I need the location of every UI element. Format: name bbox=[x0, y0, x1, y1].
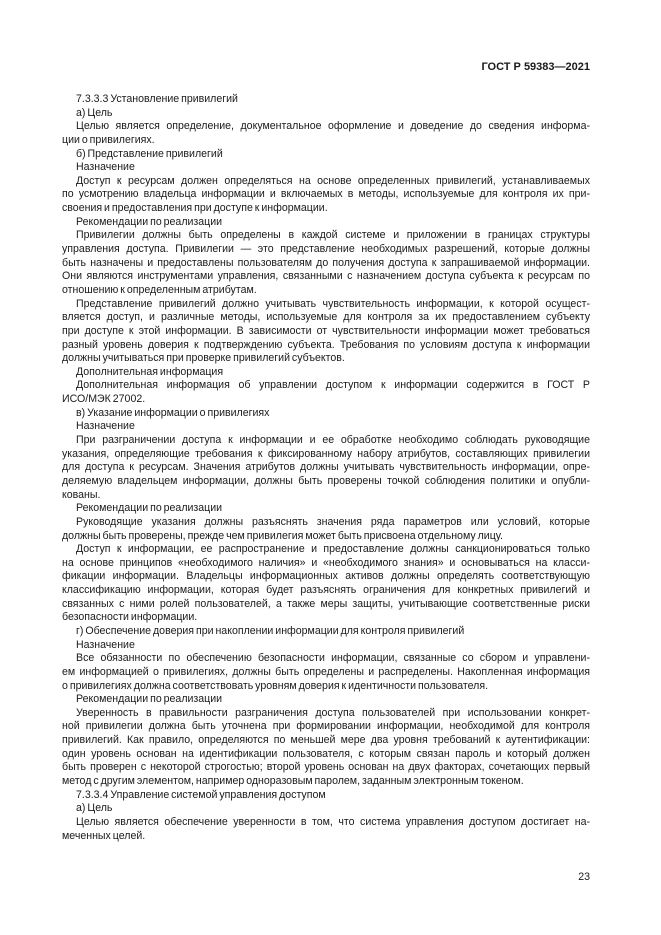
paragraph bbox=[62, 543, 590, 625]
text-line: фикации информации. Владельцы информационных активов должны определять соответствующую bbox=[62, 570, 590, 583]
text-line: деляемую владельцем информации, должны быть проверены точкой соблюдения политики и опубли- bbox=[62, 474, 590, 487]
text-line: Рекомендации по реализации bbox=[76, 693, 223, 706]
paragraph bbox=[62, 216, 590, 230]
paragraph bbox=[62, 802, 590, 816]
text-line: ИСО/МЭК 27002. bbox=[62, 393, 146, 406]
text-line: связанных с ними ролей пользователей, а также меры защиты, учитывающие соответственные риски bbox=[62, 597, 590, 610]
text-line: Целью является определение, документальное оформление и доведение до сведения информа- bbox=[76, 120, 590, 133]
text-line: 7.3.3.3 Установление привилегий bbox=[76, 93, 238, 105]
text-line: ной привилегии должна быть уточнена при формировании информации, необходимой для контроля bbox=[62, 720, 590, 733]
paragraph bbox=[62, 407, 590, 421]
text-line: быть проверен с некоторой строгостью; второй уровень основан на двух факторах, сочетающих первый bbox=[62, 761, 590, 774]
paragraph bbox=[62, 366, 590, 380]
text-line: по усмотрению владельца информации и включаемых в методы, используемые для контроля их при- bbox=[62, 188, 590, 201]
text-line: При разграничении доступа к информации и ее обработке необходимо соблюдать руководящие bbox=[76, 434, 590, 447]
text-line: Доступ к информации, ее распространение и предоставление должны санкционироваться только bbox=[76, 543, 590, 556]
paragraph bbox=[62, 161, 590, 175]
text-line: для доступа к ресурсам. Значения атрибутов должны учитывать чувствительность информации, опре- bbox=[62, 461, 590, 474]
text-line: управления доступа. Привилегии — это представление необходимых разрешений, которые должны bbox=[62, 243, 590, 256]
text-line: Дополнительная информация bbox=[76, 365, 224, 378]
text-line: Назначение bbox=[76, 638, 135, 651]
text-line: должны учитываться при проверке привилегий субъектов. bbox=[62, 352, 345, 365]
text-line: своения и предоставления при доступе к информации. bbox=[62, 202, 328, 215]
text-line: вляется доступ, и различные методы, используемые для контроля за их предоставлением субъекту bbox=[62, 311, 590, 324]
text-line: привилегий. Как правило, определяются по меньшей мере два уровня требований к аутентификации: bbox=[62, 734, 590, 747]
page-number: 23 bbox=[578, 871, 590, 883]
text-line: а) Цель bbox=[76, 106, 113, 119]
text-line: должны быть проверены, прежде чем привилегия может быть присвоена отдельному лицу. bbox=[62, 529, 503, 542]
text-line: при доступе к этой информации. В зависимости от чувствительности информации может требоваться bbox=[62, 324, 590, 337]
text-line: метод с другим элементом, например одноразовым паролем, заданным электронным токеном. bbox=[62, 775, 524, 788]
text-line: ем информацией о привилегиях, должны быть определены и распределены. Накопленная информация bbox=[62, 665, 590, 678]
text-line: Руководящие указания должны разъяснять значения ряда параметров или условий, которые bbox=[76, 515, 590, 528]
paragraph bbox=[62, 175, 590, 216]
paragraph bbox=[62, 93, 590, 107]
text-line: а) Цель bbox=[76, 802, 113, 815]
paragraph bbox=[62, 652, 590, 693]
text-line: Они являются инструментами управления, связанными с назначением доступа субъекта к ресурсам по bbox=[62, 270, 590, 283]
paragraph bbox=[62, 434, 590, 502]
text-line: Дополнительная информация об управлении доступом к информации содержится в ГОСТ Р bbox=[76, 379, 590, 392]
text-line: о привилегиях должна соответствовать уровням доверия к идентичности пользователя. bbox=[62, 679, 489, 692]
text-line: Целью является обеспечение уверенности в том, что система управления доступом достигает на- bbox=[76, 815, 590, 828]
text-line: ции о привилегиях. bbox=[62, 133, 155, 146]
paragraph bbox=[62, 502, 590, 516]
text-line: Привилегии должны быть определены в каждой системе и приложении в границах структуры bbox=[76, 229, 590, 242]
paragraph bbox=[62, 148, 590, 162]
text-line: один уровень основан на идентификации пользователя, с которым связан пароль и который должен bbox=[62, 747, 590, 760]
paragraph bbox=[62, 789, 590, 803]
paragraph bbox=[62, 639, 590, 653]
text-line: Рекомендации по реализации bbox=[76, 502, 223, 515]
text-line: Доступ к ресурсам должен определяться на основе определенных привилегий, устанавливаемых bbox=[76, 174, 590, 187]
text-line: Назначение bbox=[76, 161, 135, 174]
text-line: б) Представление привилегий bbox=[76, 147, 223, 160]
paragraph bbox=[62, 707, 590, 789]
text-line: г) Обеспечение доверия при накоплении информации для контроля привилегий bbox=[76, 624, 465, 637]
paragraph bbox=[62, 379, 590, 406]
paragraph bbox=[62, 229, 590, 297]
text-line: Рекомендации по реализации bbox=[76, 215, 223, 228]
paragraph bbox=[62, 816, 590, 843]
text-line: 7.3.3.4 Управление системой управления доступом bbox=[76, 788, 326, 801]
paragraph bbox=[62, 693, 590, 707]
document-standard-title: ГОСТ Р 59383—2021 bbox=[481, 61, 590, 73]
text-line: классификацию информации, которая будет разъяснять ограничения для конкретных привилегий и bbox=[62, 584, 590, 597]
text-line: Представление привилегий должно учитывать чувствительность информации, к которой осущест- bbox=[76, 297, 590, 310]
paragraph bbox=[62, 107, 590, 121]
text-line: Назначение bbox=[76, 420, 135, 433]
paragraph bbox=[62, 120, 590, 147]
text-line: Уверенность в правильности разграничения доступа пользователей при использовании конкрет- bbox=[76, 706, 590, 719]
text-line: в) Указание информации о привилегиях bbox=[76, 406, 270, 419]
text-line: отношению к определенным атрибутам. bbox=[62, 283, 257, 296]
text-line: Все обязанности по обеспечению безопасности информации, связанные со сбором и управлени- bbox=[76, 652, 590, 665]
paragraph bbox=[62, 420, 590, 434]
text-line: меченных целей. bbox=[62, 829, 146, 842]
text-line: безопасности информации. bbox=[62, 611, 198, 624]
paragraph bbox=[62, 625, 590, 639]
text-line: кованы. bbox=[62, 488, 101, 501]
text-line: указания, определяющие требования к фиксированному набору атрибутов, составляющих привилегии bbox=[62, 447, 590, 460]
paragraph bbox=[62, 516, 590, 543]
document-body bbox=[62, 93, 590, 843]
text-line: разный уровень доверия к подтверждению субъекта. Требования по условиям доступа к информации bbox=[62, 338, 590, 351]
text-line: на основе принципов «необходимого наличия» и «необходимого знания» и основываться на класси- bbox=[62, 556, 590, 569]
paragraph bbox=[62, 298, 590, 366]
text-line: быть назначены и предоставлены пользователям до получения доступа к запрашиваемой информации. bbox=[62, 256, 590, 269]
